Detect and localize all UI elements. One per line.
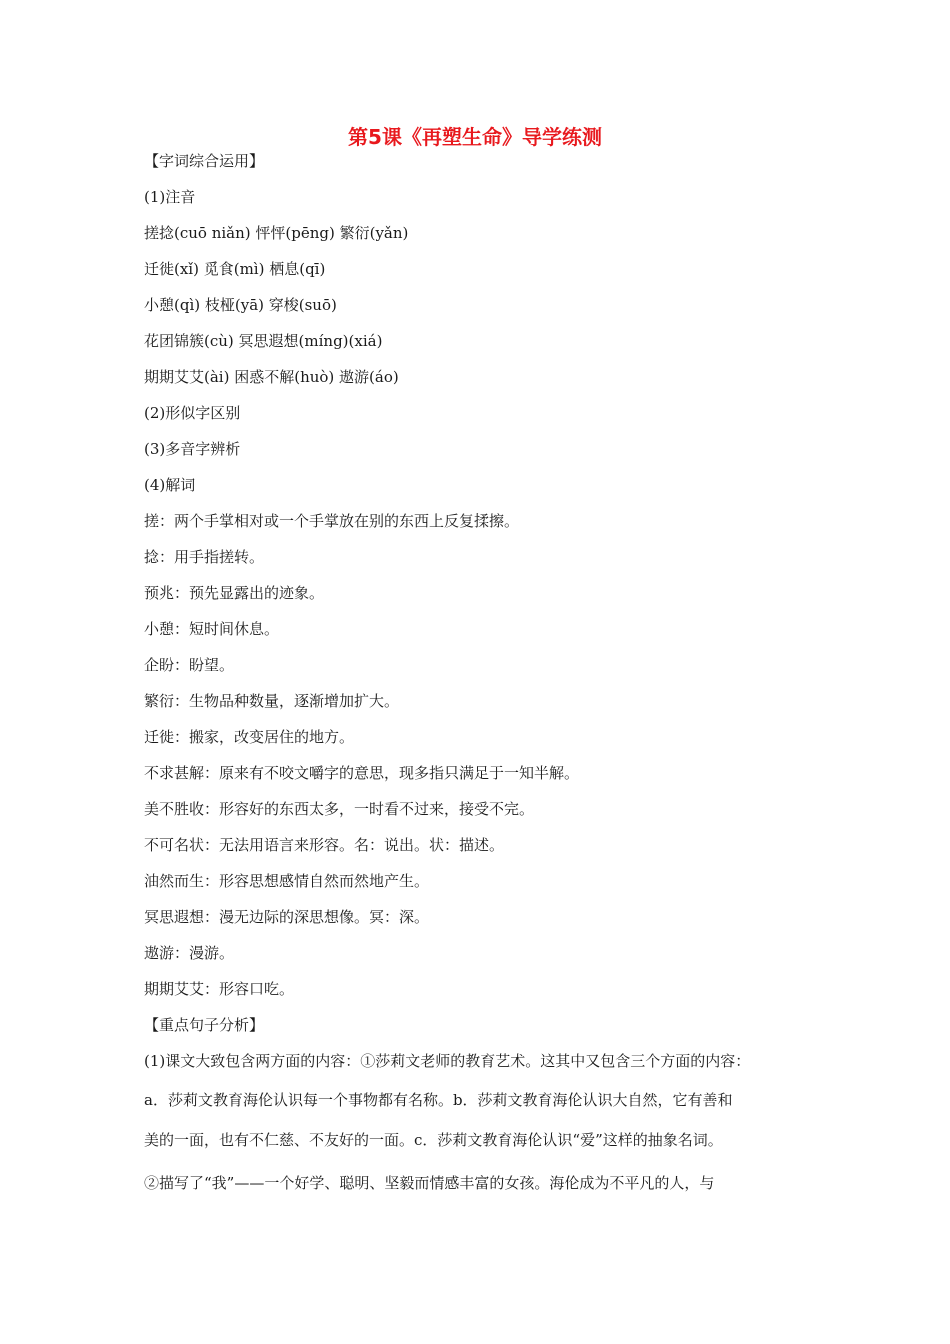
analysis-paragraph-line: ②描写了“我”——一个好学、聪明、坚毅而情感丰富的女孩。海伦成为不平凡的人，与 — [144, 1174, 715, 1192]
analysis-paragraph-line: 美的一面，也有不仁慈、不友好的一面。c．莎莉文教育海伦认识“爱”这样的抽象名词。 — [144, 1131, 723, 1149]
definition-line: 油然而生：形容思想感情自然而然地产生。 — [144, 872, 430, 890]
definition-line: 迁徙：搬家，改变居住的地方。 — [144, 728, 355, 746]
subheading-polyphonic-characters: (3)多音字辨析 — [144, 440, 241, 458]
analysis-paragraph-line: (1)课文大致包含两方面的内容：①莎莉文老师的教育艺术。这其中又包含三个方面的内容： — [144, 1052, 751, 1070]
definition-line: 繁衍：生物品种数量，逐渐增加扩大。 — [144, 692, 400, 710]
subheading-pronunciation: (1)注音 — [144, 188, 196, 206]
definition-line: 小憩：短时间休息。 — [144, 620, 280, 638]
pronunciation-line: 搓捻(cuō niǎn) 怦怦(pēng) 繁衍(yǎn) — [144, 224, 409, 242]
definition-line: 企盼：盼望。 — [144, 656, 235, 674]
definition-line: 搓：两个手掌相对或一个手掌放在别的东西上反复揉擦。 — [144, 512, 520, 530]
definition-line: 不可名状：无法用语言来形容。名：说出。状：描述。 — [144, 836, 505, 854]
page-title: 第5课《再塑生命》导学练测 — [348, 125, 602, 149]
definition-line: 预兆：预先显露出的迹象。 — [144, 584, 325, 602]
definition-line: 不求甚解：原来有不咬文嚼字的意思，现多指只满足于一知半解。 — [144, 764, 580, 782]
analysis-paragraph-line: a．莎莉文教育海伦认识每一个事物都有名称。b．莎莉文教育海伦认识大自然，它有善和 — [144, 1091, 733, 1109]
pronunciation-line: 小憩(qì) 枝桠(yā) 穿梭(suō) — [144, 296, 337, 314]
section-heading-key-sentences: 【重点句子分析】 — [144, 1016, 265, 1034]
definition-line: 期期艾艾：形容口吃。 — [144, 980, 295, 998]
pronunciation-line: 迁徙(xǐ) 觅食(mì) 栖息(qī) — [144, 260, 326, 278]
subheading-word-definitions: (4)解词 — [144, 476, 196, 494]
pronunciation-line: 期期艾艾(ài) 困惑不解(huò) 遨游(áo) — [144, 368, 399, 386]
definition-line: 美不胜收：形容好的东西太多，一时看不过来，接受不完。 — [144, 800, 535, 818]
pronunciation-line: 花团锦簇(cù) 冥思遐想(míng)(xiá) — [144, 332, 383, 350]
definition-line: 冥思遐想：漫无边际的深思想像。冥：深。 — [144, 908, 430, 926]
definition-line: 遨游：漫游。 — [144, 944, 235, 962]
subheading-similar-characters: (2)形似字区别 — [144, 404, 241, 422]
section-heading-vocabulary: 【字词综合运用】 — [144, 152, 265, 170]
definition-line: 捻：用手指搓转。 — [144, 548, 265, 566]
